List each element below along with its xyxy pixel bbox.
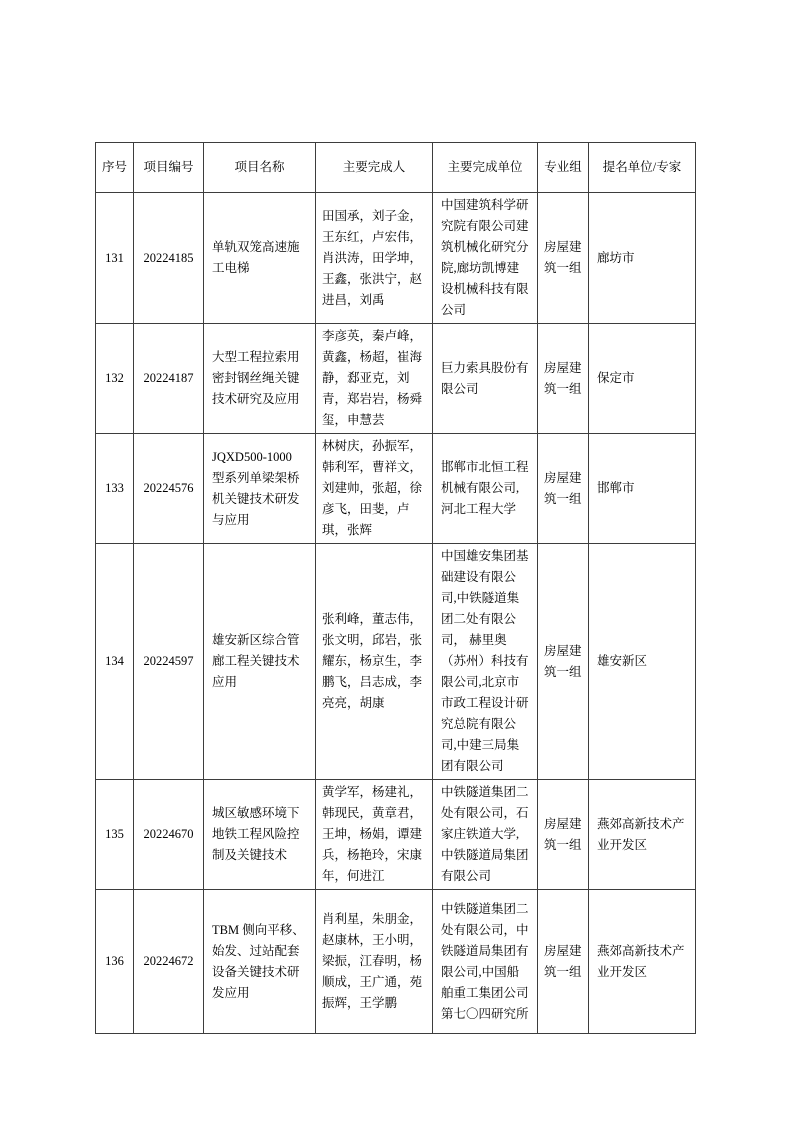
column-header-project-id: 项目编号 [134,143,204,193]
cell-project-id: 20224597 [134,544,204,780]
cell-project-id: 20224670 [134,780,204,890]
cell-completing-units: 中国建筑科学研究院有限公司建筑机械化研究分院,廊坊凯博建设机械科技有限公司 [433,193,538,324]
table-row [96,324,696,434]
cell-group: 房屋建筑一组 [538,434,589,544]
table-row [96,780,696,890]
cell-completers: 田国承，刘子金，王东红，卢宏伟，肖洪涛，田学坤，王鑫，张洪宁，赵进昌，刘禹 [316,193,433,324]
cell-project-name: 单轨双笼高速施工电梯 [204,193,316,324]
cell-project-id: 20224672 [134,890,204,1034]
cell-nominator: 燕郊高新技术产业开发区 [589,780,696,890]
cell-project-id: 20224187 [134,324,204,434]
cell-completers: 李彦英，秦卢峰，黄鑫，杨超，崔海静，郄亚克，刘青，郑岩岩，杨舜玺，申慧芸 [316,324,433,434]
cell-project-name: 大型工程拉索用密封钢丝绳关键技术研究及应用 [204,324,316,434]
cell-project-name: TBM 侧向平移、始发、过站配套设备关键技术研发应用 [204,890,316,1034]
cell-project-name: 城区敏感环境下地铁工程风险控制及关键技术 [204,780,316,890]
cell-seq: 131 [96,193,134,324]
cell-completing-units: 中国雄安集团基础建设有限公司,中铁隧道集团二处有限公司， 赫里奥（苏州）科技有限公司,北京市市政工程设计研究总院有限公司,中建三局集团有限公司 [433,544,538,780]
cell-completers: 肖利星，朱朋金，赵康林，王小明，梁振，江春明，杨顺成，王广通，苑振辉，王学鹏 [316,890,433,1034]
cell-nominator: 廊坊市 [589,193,696,324]
cell-completers: 黄学军，杨建礼，韩现民，黄章君，王坤，杨娟，谭建兵，杨艳玲，宋康年，何进江 [316,780,433,890]
cell-group: 房屋建筑一组 [538,890,589,1034]
column-header-group: 专业组 [538,143,589,193]
cell-completing-units: 中铁隧道集团二处有限公司，中铁隧道局集团有限公司,中国船舶重工集团公司第七〇四研究所 [433,890,538,1034]
column-header-nominator: 提名单位/专家 [589,143,696,193]
cell-seq: 133 [96,434,134,544]
table-header-row [96,143,696,193]
cell-group: 房屋建筑一组 [538,324,589,434]
table-row [96,434,696,544]
cell-seq: 134 [96,544,134,780]
cell-nominator: 雄安新区 [589,544,696,780]
cell-completing-units: 中铁隧道集团二处有限公司，石家庄铁道大学,中铁隧道局集团有限公司 [433,780,538,890]
cell-completers: 林树庆，孙振军，韩利军，曹祥文，刘建帅，张超，徐彦飞，田斐，卢琪，张辉 [316,434,433,544]
cell-seq: 136 [96,890,134,1034]
cell-group: 房屋建筑一组 [538,544,589,780]
cell-project-name: JQXD500-1000 型系列单梁架桥机关键技术研发与应用 [204,434,316,544]
table-row [96,544,696,780]
projects-table [95,142,696,1034]
cell-seq: 132 [96,324,134,434]
column-header-completing-units: 主要完成单位 [433,143,538,193]
cell-seq: 135 [96,780,134,890]
cell-completers: 张利峰，董志伟，张文明，邱岩，张耀东，杨京生，李鹏飞，吕志成，李亮亮，胡康 [316,544,433,780]
cell-project-id: 20224576 [134,434,204,544]
cell-nominator: 保定市 [589,324,696,434]
column-header-project-name: 项目名称 [204,143,316,193]
cell-completing-units: 巨力索具股份有限公司 [433,324,538,434]
table-row [96,193,696,324]
cell-nominator: 燕郊高新技术产业开发区 [589,890,696,1034]
cell-group: 房屋建筑一组 [538,193,589,324]
column-header-completers: 主要完成人 [316,143,433,193]
cell-group: 房屋建筑一组 [538,780,589,890]
column-header-seq: 序号 [96,143,134,193]
table-row [96,890,696,1034]
cell-project-id: 20224185 [134,193,204,324]
cell-completing-units: 邯郸市北恒工程机械有限公司,河北工程大学 [433,434,538,544]
cell-project-name: 雄安新区综合管廊工程关键技术应用 [204,544,316,780]
cell-nominator: 邯郸市 [589,434,696,544]
